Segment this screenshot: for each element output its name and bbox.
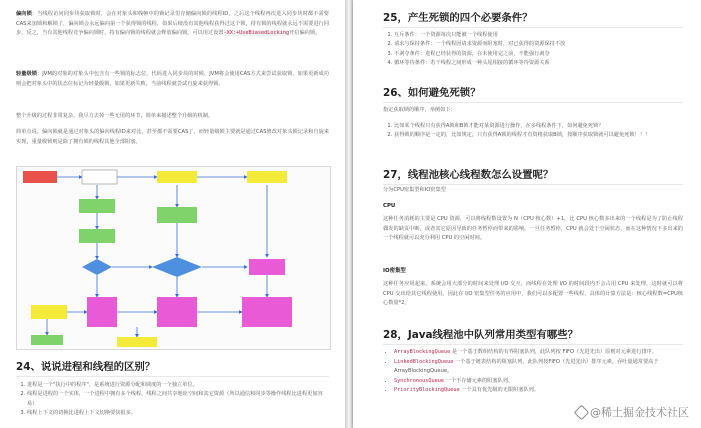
queue-type-code: ArrayBlockingQueue	[394, 349, 451, 355]
section-28-list	[383, 348, 684, 396]
flow-node-magenta-3	[157, 297, 197, 327]
list-item: 3. 不剥夺条件：进程已经获得的资源，在未使用完之前，不能强行剥夺	[394, 50, 684, 59]
section-25-divider	[383, 27, 683, 28]
io-paragraph: 这种任务应用起来，系统会用大部分的时间来处理 I/O 交互，而线程在处理 I/O 的时间段内不会占用 CPU 来处理，这时就可以将 CPU 交出给其它线程使用。因此在 I/O 密集型任务的应用中，我们可以多配置一些线程，具体的计算方法是：核心线程数=CPU核心数量*2。	[383, 281, 683, 307]
flow-node-check	[82, 170, 117, 184]
right-page	[353, 0, 701, 428]
section-26-intro: 指定获取锁的顺序，举例如下：	[383, 107, 456, 113]
io-subheading: IO密集型	[383, 268, 406, 274]
list-item	[394, 348, 684, 358]
list-item	[394, 358, 684, 377]
flow-node-yellow-bottom-2	[117, 337, 157, 347]
section-28-divider	[383, 344, 683, 345]
flow-decision-1	[82, 259, 112, 275]
biased-lock-paragraph	[16, 10, 329, 39]
flow-node-magenta-1	[249, 259, 285, 275]
biased-lock-code: -XX:+UseBiasedLocking	[223, 30, 290, 37]
flowchart-svg	[17, 167, 330, 349]
section-26-title: 26、如何避免死锁？	[383, 87, 481, 99]
queue-type-code: SynchronousQueue	[394, 377, 444, 384]
section-27-intro: 分为CPU密集型和IO密集型	[383, 187, 446, 193]
lightweight-lock-text: ：JVM的对象的对象头中包含有一些锁的标志位，代码进入同步块的时候，JVM将会使用CAS方式来尝试获取锁，如果更新成功则会把对象头中的状态位标记为轻量级锁，如果更新失败，当前线程就尝试自旋来获得锁。	[16, 71, 329, 87]
flow-node-start	[23, 171, 57, 183]
watermark-text: @稀土掘金技术社区	[590, 406, 689, 419]
list-item: 1. 互斥条件：一个资源每次只能被一个线程使用	[394, 31, 684, 40]
queue-type-text: 是一个基于数组结构的有界阻塞队列，此队列按 FIFO（先进先出）原则对元素进行排序。	[450, 349, 658, 355]
section-24-list	[16, 381, 329, 419]
queue-type-code: LinkedBlockingQueue	[394, 358, 454, 365]
list-item: 1. 比如某个线程只有获得A锁和B锁才能对某资源进行操作，在多线程条件下，如何避免死锁？	[394, 122, 684, 131]
section-24-divider	[16, 376, 329, 377]
section-27-title: 27，线程池核心线程数怎么设置呢？	[383, 169, 554, 181]
section-28-title: 28，Java线程池中队列常用类型有哪些？	[383, 329, 578, 341]
list-item: 3. 线程上下文的切换比进程上下文切换要快很多。	[27, 409, 329, 418]
list-item: 2. 线程是进程的一个实体，一个进程中拥有多个线程，线程之间共享地址空间和其它资源（所以通信和同步等操作线程比进程更加容易）	[27, 390, 329, 409]
cpu-paragraph: 这种任务消耗的主要是 CPU 资源，可以将线程数设置为 N（CPU 核心数）+1，比 CPU 核心数多出来的一个线程是为了防止线程偶发的缺页中断，或者其它原因导致的任务暂停而带来的影响。一旦任务暂停，CPU 就会处于空闲状态，而在这种情况下多出来的一个线程就可以充分利用 CPU 的空闲时间。	[383, 216, 683, 242]
section-25-title: 25，产生死锁的四个必要条件？	[383, 12, 533, 24]
upgrade-note-paragraph: 整个升级的过程非常复杂，我尽力去掉一些无用的环节，简单来描述整个升级的机制。	[16, 113, 214, 119]
lightweight-lock-paragraph	[16, 70, 329, 89]
flow-node-magenta-4	[242, 297, 292, 327]
flow-node-yellow-top	[157, 171, 197, 183]
page-gutter	[345, 0, 353, 428]
list-item	[394, 386, 684, 396]
biased-lock-text: ：当线程访问同步块获取锁时，会在对象头和栈帧中的锁记录里存储偏向锁的线程ID，之后这个线程再次进入同步块时都不需要CAS来加锁和解锁了，偏向锁会永远偏向第一个获得锁的线程，如果后续没有其他线程获得过这个锁，持有锁的线程就永远不需要进行同步，反之，当有其他线程竞争偏向锁时，持有偏向锁的线程就会释放偏向锁。可以用过设置	[16, 11, 329, 37]
biased-lock-tail: 开启偏向锁。	[289, 30, 321, 37]
list-item: 2. 请求与保持条件：一个线程因请求资源而阻塞时，对已获得的资源保持不放	[394, 40, 684, 49]
left-page	[0, 0, 345, 428]
flow-node-green-bottom	[31, 335, 63, 345]
queue-type-text: 一个具有优先级的无限阻塞队列。	[459, 387, 540, 394]
flow-node-green-2	[79, 229, 115, 243]
section-26-divider	[383, 102, 683, 103]
flow-decision-2	[152, 257, 202, 277]
cpu-subheading: CPU	[383, 203, 396, 209]
queue-type-text: 一个基于链表结构的阻塞队列，此队列按FIFO（先进先出）排序元素，吞吐量通常要高于 ArrayBlockingQueue。	[394, 358, 659, 375]
flow-node-yellow-bottom-1	[31, 305, 67, 319]
flow-node-green-3	[157, 207, 197, 223]
section-26-list	[383, 122, 684, 141]
queue-type-text: 一个不存储元素的阻塞队列。	[443, 377, 514, 384]
flow-node-magenta-2	[87, 297, 117, 327]
summary-paragraph: 简单点说，偏向锁就是通过对象头的偏向线程ID来对比，甚至都不需要CAS了，而轻量级锁主要就是通过CAS修改对象头锁记录和自旋来实现，重量级锁则是除了拥有锁的线程其他全部阻塞。	[16, 129, 329, 145]
list-item	[394, 377, 684, 387]
watermark	[576, 404, 689, 420]
section-24-title: 24、说说进程和线程的区别？	[16, 361, 156, 373]
queue-type-code: PriorityBlockingQueue	[394, 387, 460, 394]
list-item: 1. 进程是一个"执行中的程序"，是系统进行资源分配和调度的一个独立单位。	[27, 381, 329, 390]
lightweight-lock-term: 轻量级锁	[16, 71, 37, 77]
juejin-logo-icon	[574, 404, 590, 420]
flow-node-yellow-right	[247, 171, 287, 183]
lock-upgrade-flowchart	[16, 166, 331, 350]
list-item: 2. 获得锁的顺序是一定的，比如规定，只有获得A锁的线程才有资格获取B锁，按顺序获取锁就可以避免死锁！！！	[394, 131, 684, 140]
biased-lock-term: 偏向锁	[16, 11, 32, 17]
section-25-list	[383, 31, 684, 69]
flow-node-green-1	[79, 199, 115, 213]
section-27-divider	[383, 184, 683, 185]
list-item: 4. 循环等待条件：若干线程之间形成一种头尾相接的循环等待资源关系	[394, 59, 684, 68]
